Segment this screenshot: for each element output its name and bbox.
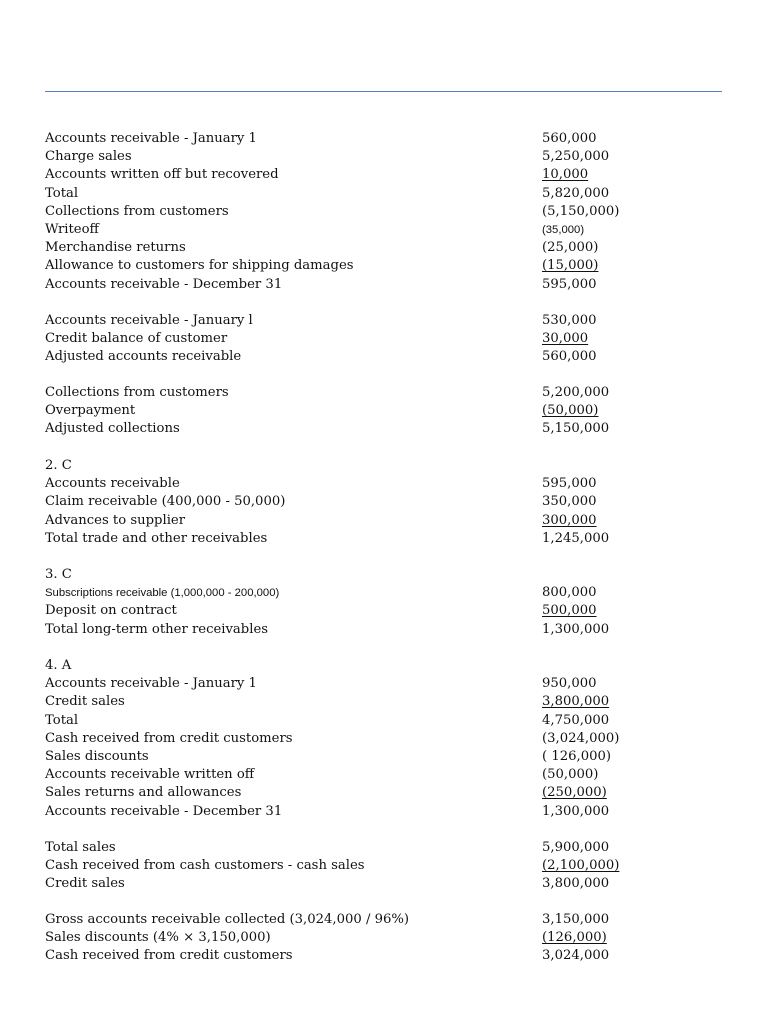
row-value: 3,800,000: [542, 876, 610, 892]
row-label: Total: [45, 185, 79, 201]
row-label: Total trade and other receivables: [45, 530, 268, 546]
answer-heading-text: 4. A: [45, 658, 72, 673]
row-value: (25,000): [542, 240, 599, 256]
table-row: [45, 602, 645, 620]
row-value: (15,000): [542, 258, 599, 274]
answer-heading-text: 3. C: [45, 567, 72, 582]
row-label: Advances to supplier: [45, 512, 186, 528]
row-label: Writeoff: [45, 221, 99, 237]
row-value: 3,024,000: [542, 948, 610, 964]
row-value: 3,800,000: [542, 694, 610, 710]
row-value: 5,820,000: [542, 185, 610, 201]
row-value: (250,000): [542, 785, 607, 801]
row-value: 560,000: [542, 131, 597, 146]
row-label: Allowance to customers for shipping damages: [45, 258, 354, 274]
table-row: [45, 257, 645, 275]
answer-heading: [45, 457, 645, 475]
row-value: (126,000): [542, 930, 607, 946]
row-value: 350,000: [542, 494, 597, 510]
table-row: [45, 276, 645, 294]
row-label: Credit sales: [45, 694, 125, 710]
table-row: [45, 730, 645, 748]
answer-heading: [45, 657, 645, 675]
row-label: Accounts receivable - December 31: [45, 803, 283, 819]
row-label: Cash received from credit customers: [45, 948, 293, 964]
table-row: [45, 784, 645, 802]
table-row: [45, 330, 645, 348]
table-row: [45, 402, 645, 420]
row-label: Cash received from credit customers: [45, 730, 293, 746]
row-label: Sales returns and allowances: [45, 785, 242, 801]
table-row: [45, 221, 645, 239]
row-value: 800,000: [542, 585, 597, 601]
answer-heading-text: 2. C: [45, 458, 72, 473]
row-label: Accounts receivable - January 1: [45, 676, 257, 692]
section-answer-3: [45, 566, 645, 639]
row-label: Merchandise returns: [45, 240, 186, 256]
table-row: [45, 839, 645, 857]
row-value: ( 126,000): [542, 748, 612, 764]
section-answer-2: [45, 457, 645, 548]
row-label: Cash received from cash customers - cash sales: [45, 858, 365, 874]
table-row: [45, 493, 645, 511]
row-value: 5,250,000: [542, 149, 610, 165]
row-value: (50,000): [542, 403, 599, 419]
row-value: (50,000): [542, 767, 599, 783]
table-row: [45, 929, 645, 947]
table-row: [45, 803, 645, 821]
row-label: Deposit on contract: [45, 603, 177, 619]
answer-heading: [45, 566, 645, 584]
table-row: [45, 203, 645, 221]
row-label: Sales discounts: [45, 748, 149, 764]
table-row: [45, 475, 645, 493]
row-label: Collections from customers: [45, 203, 229, 219]
table-row: [45, 857, 645, 875]
row-value: 5,200,000: [542, 385, 610, 400]
row-value: 4,750,000: [542, 712, 610, 728]
table-row: [45, 875, 645, 893]
row-label: Adjusted collections: [45, 421, 180, 437]
row-label: Collections from customers: [45, 385, 229, 400]
section-ar-reconciliation: [45, 130, 645, 294]
table-row: [45, 312, 645, 330]
row-value: 560,000: [542, 349, 597, 365]
table-row: [45, 530, 645, 548]
row-label: Credit balance of customer: [45, 331, 228, 347]
row-label: Claim receivable (400,000 - 50,000): [45, 494, 286, 510]
row-value: 1,245,000: [542, 530, 610, 546]
row-label: Accounts receivable - January l: [45, 313, 253, 328]
row-label: Gross accounts receivable collected (3,024,000 / 96%): [45, 912, 410, 927]
table-row: [45, 166, 645, 184]
table-row: [45, 348, 645, 366]
row-label: Accounts receivable - December 31: [45, 276, 283, 292]
row-value: 3,150,000: [542, 912, 610, 927]
row-value: (3,024,000): [542, 730, 620, 746]
row-label: Total: [45, 712, 79, 728]
row-value: 530,000: [542, 313, 597, 328]
section-answer-4: [45, 657, 645, 821]
row-value: 500,000: [542, 603, 597, 619]
row-value: 5,150,000: [542, 421, 610, 437]
table-row: [45, 712, 645, 730]
table-row: [45, 911, 645, 929]
row-value: 950,000: [542, 676, 597, 692]
table-row: [45, 675, 645, 693]
table-row: [45, 748, 645, 766]
row-label: Subscriptions receivable (1,000,000 - 200,000): [45, 587, 280, 600]
row-label: Accounts written off but recovered: [45, 167, 279, 183]
row-label: Charge sales: [45, 149, 132, 165]
row-value: 30,000: [542, 331, 589, 347]
row-label: Total sales: [45, 840, 116, 855]
row-value: 1,300,000: [542, 621, 610, 637]
row-label: Adjusted accounts receivable: [45, 349, 242, 365]
table-row: [45, 621, 645, 639]
top-rule: [45, 91, 722, 92]
section-credit-sales: [45, 839, 645, 894]
row-label: Accounts receivable - January 1: [45, 131, 257, 146]
table-row: [45, 512, 645, 530]
table-row: [45, 766, 645, 784]
table-row: [45, 420, 645, 438]
table-row: [45, 185, 645, 203]
row-value: 10,000: [542, 167, 589, 183]
row-label: Accounts receivable: [45, 476, 180, 492]
row-value: (5,150,000): [542, 203, 620, 219]
table-row: [45, 584, 645, 602]
row-value: 1,300,000: [542, 803, 610, 819]
row-label: Total long-term other receivables: [45, 621, 269, 637]
section-adjusted-collections: [45, 384, 645, 439]
row-label: Accounts receivable written off: [45, 767, 255, 783]
row-value: 300,000: [542, 512, 597, 528]
row-value: 5,900,000: [542, 840, 610, 855]
row-value: 595,000: [542, 276, 597, 292]
section-collections-computation: [45, 911, 645, 966]
table-row: [45, 693, 645, 711]
table-row: [45, 947, 645, 965]
table-row: [45, 384, 645, 402]
row-label: Credit sales: [45, 876, 125, 892]
row-label: Sales discounts (4% × 3,150,000): [45, 930, 271, 946]
table-row: [45, 148, 645, 166]
section-adjusted-ar: [45, 312, 645, 367]
table-row: [45, 130, 645, 148]
row-label: Overpayment: [45, 403, 136, 419]
row-value: (2,100,000): [542, 858, 620, 874]
row-value: 595,000: [542, 476, 597, 492]
row-value: (35,000): [542, 223, 585, 236]
table-row: [45, 239, 645, 257]
